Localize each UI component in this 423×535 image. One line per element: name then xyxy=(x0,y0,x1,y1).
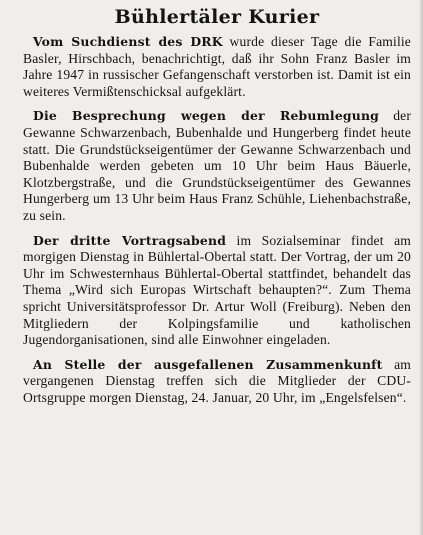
article-lead: Die Besprechung wegen der Rebumlegung xyxy=(33,108,380,124)
paper-edge xyxy=(419,0,423,535)
article-lead: An Stelle der ausgefallenen Zusammenkunft xyxy=(33,356,383,372)
article-vortragsabend xyxy=(23,233,411,349)
newspaper-title: Bühlertäler Kurier xyxy=(114,6,320,28)
article-body: im Sozialseminar findet am morgigen Dienstag in Bühlertal-Obertal statt. Der Vortrag, der um 20 Uhr im Schwesternhaus Bühlertal-Obertal stattfindet, behandelt das Thema „Wird sich Europas Wirtschaft behaupten?“. Zum Thema spricht Universitätsprofessor Dr. Artur Woll (Freiburg). Neben den Mitgliedern der Kolpingsfamilie und katholischen Jugendorganisationen, sind alle Einwohner eingeladen. xyxy=(23,232,411,348)
article-rebumlegung xyxy=(23,108,411,224)
article-body: der Gewanne Schwarzenbach, Bubenhalde und Hungerberg findet heute statt. Die Grundstückseigentümer der Gewanne Schwarzenbach und Bubenhalde werden gebeten um 10 Uhr beim Haus Bäuerle, Klotzbergstraße, und die Grundstückseigentümer des Gewannes Hungerberg um 13 Uhr beim Haus Franz Schühle, Liehenbachstraße, zu sein. xyxy=(23,108,412,223)
article-lead: Der dritte Vortragsabend xyxy=(33,232,227,248)
article-lead: Vom Suchdienst des DRK xyxy=(33,34,223,49)
article-body: am vergangenen Dienstag treffen sich die Mitglieder der CDU-Ortsgruppe morgen Dienstag, 24. Januar, 20 Uhr, im „Engelsfelsen“. xyxy=(23,356,411,405)
article-cdu-ortsgruppe xyxy=(23,357,411,407)
article-drk-suchdienst xyxy=(23,34,411,100)
article-body: wurde dieser Tage die Familie Basler, Hirschbach, benachrichtigt, daß ihr Sohn Franz Basler im Jahre 1947 in russischer Gefangenschaft verstorben ist. Damit ist ein weiteres Vermißtenschicksal aufgeklärt. xyxy=(23,34,411,99)
